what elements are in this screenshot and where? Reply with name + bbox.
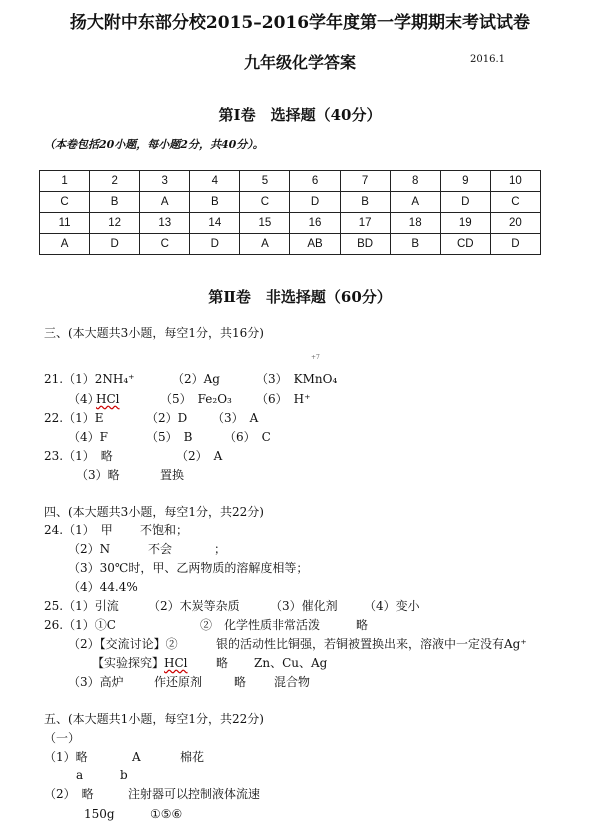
s5-line4-a: 150g [84, 807, 115, 821]
q23-line1-b: （2） A [176, 449, 223, 463]
s5-line3-b: 注射器可以控制液体流速 [128, 787, 261, 801]
question-number-cell: 10 [490, 171, 540, 192]
s5-line2-b: b [120, 768, 128, 782]
answer-cell: A [390, 192, 440, 213]
answer-cell: B [340, 192, 390, 213]
question-number-cell: 20 [490, 213, 540, 234]
question-number-cell: 8 [390, 171, 440, 192]
s5-line2-a: a [76, 768, 84, 782]
document-subtitle: 九年级化学答案 [243, 53, 356, 72]
question-number-cell: 18 [390, 213, 440, 234]
answer-cell: AB [290, 234, 340, 255]
q21-line2-a: （4） [68, 392, 100, 406]
q26-line2-b: 银的活动性比铜强，若铜被置换出来，溶液中一定没有Ag⁺ [216, 637, 527, 651]
answer-cell: C [40, 192, 90, 213]
q22-line2-a: （4）F [68, 430, 108, 444]
answer-cell: D [90, 234, 140, 255]
q23-line2-a: （3）略 [76, 468, 120, 482]
q26-line4-a: （3）高炉 [68, 675, 124, 689]
q21-line2-c: （5） Fe₂O₃ [160, 392, 232, 406]
answer-cell: C [240, 192, 290, 213]
q25-b: （2）木炭等杂质 [148, 599, 240, 613]
question-number-cell: 6 [290, 171, 340, 192]
q24-line3: （3）30℃时，甲、乙两物质的溶解度相等； [68, 561, 309, 575]
question-number-cell: 7 [340, 171, 390, 192]
document-date: 2016.1 [470, 54, 505, 65]
q26-line1-a: 26.（1）①C [44, 618, 116, 632]
q22-line1-a: 22.（1）E [44, 411, 104, 425]
question-number-cell: 19 [440, 213, 490, 234]
answer-cell: C [140, 234, 190, 255]
q22-line1-b: （2）D [146, 411, 188, 425]
q26-line4-c: 略 [234, 675, 247, 689]
part1-note: （本卷包括20小题，每小题2分，共40分）。 [44, 138, 264, 151]
q21-line1-a: 21.（1）2NH₄⁺ [44, 372, 135, 386]
s5-line1-b: A [132, 750, 141, 764]
q21-line2-hcl: HCl [96, 392, 120, 406]
q26-line3-a: 【实验探究】 [92, 656, 165, 670]
section4-heading: 四、(本大题共3小题，每空1分，共22分) [44, 505, 264, 519]
section5-heading: 五、(本大题共1小题，每空1分，共22分) [44, 712, 264, 726]
answer-cell: A [40, 234, 90, 255]
s5-line1-a: （1）略 [44, 750, 88, 764]
answer-cell: A [240, 234, 290, 255]
answer-row [40, 234, 541, 255]
q26-line4-d: 混合物 [274, 675, 311, 689]
answer-cell: B [90, 192, 140, 213]
q21-line2-d: （6） H⁺ [256, 392, 311, 406]
answer-cell: CD [440, 234, 490, 255]
q24-line4: （4）44.4% [68, 580, 138, 594]
answer-cell: D [290, 192, 340, 213]
part1-heading: 第Ⅰ卷 选择题（40分） [218, 106, 382, 124]
part2-heading: 第Ⅱ卷 非选择题（60分） [208, 288, 392, 306]
q24-line2-c: ； [214, 542, 227, 556]
q26-line2-a: （2）【交流讨论】② [68, 637, 178, 651]
question-number-cell: 9 [440, 171, 490, 192]
question-number-cell: 14 [190, 213, 240, 234]
q26-line3-hcl: HCl [164, 656, 188, 670]
s5-line4-b: ①⑤⑥ [150, 807, 183, 821]
question-number-cell: 11 [40, 213, 90, 234]
question-number-cell: 12 [90, 213, 140, 234]
q26-line3-d: Zn、Cu、Ag [254, 656, 328, 670]
answer-cell: BD [340, 234, 390, 255]
q24-line2-a: （2）N [68, 542, 111, 556]
question-number-cell: 5 [240, 171, 290, 192]
q26-line4-b: 作还原剂 [154, 675, 203, 689]
q26-line1-b: ② 化学性质非常活泼 [200, 618, 321, 632]
q23-line2-b: 置换 [160, 468, 185, 482]
q22-line1-c: （3） A [212, 411, 259, 425]
q26-line3-c: 略 [216, 656, 229, 670]
answer-cell: B [390, 234, 440, 255]
q26-line1-c: 略 [356, 618, 369, 632]
q23-line1-a: 23.（1） 略 [44, 449, 113, 463]
answer-cell: D [190, 234, 240, 255]
question-number-cell: 17 [340, 213, 390, 234]
question-number-cell: 2 [90, 171, 140, 192]
q25-c: （3）催化剂 [270, 599, 338, 613]
q21-line1-b: （2）Ag [172, 372, 220, 386]
document-title: 扬大附中东部分校2015–2016学年度第一学期期末考试试卷 [69, 13, 531, 33]
question-number-cell: 13 [140, 213, 190, 234]
question-number-row [40, 171, 541, 192]
q24-line2-b: 不会 [148, 542, 173, 556]
question-number-cell: 1 [40, 171, 90, 192]
answer-cell: B [190, 192, 240, 213]
q22-line2-b: （5） B [146, 430, 193, 444]
question-number-cell: 4 [190, 171, 240, 192]
question-number-cell: 15 [240, 213, 290, 234]
section3-heading: 三、(本大题共3小题，每空1分，共16分) [44, 326, 264, 340]
q25-a: 25.（1）引流 [44, 599, 119, 613]
answer-cell: C [490, 192, 540, 213]
q24-line1-b: 不饱和； [140, 523, 189, 537]
question-number-cell: 16 [290, 213, 340, 234]
answer-row [40, 192, 541, 213]
tiny-mark: +7 [311, 354, 320, 361]
s5-line3-a: （2） 略 [44, 787, 94, 801]
section5-sub: （一） [44, 731, 81, 745]
answer-cell: D [440, 192, 490, 213]
answer-cell: A [140, 192, 190, 213]
q25-d: （4）变小 [364, 599, 420, 613]
question-number-row [40, 213, 541, 234]
answer-cell: D [490, 234, 540, 255]
q24-line1-a: 24.（1） 甲 [44, 523, 113, 537]
question-number-cell: 3 [140, 171, 190, 192]
q22-line2-c: （6） C [224, 430, 271, 444]
q21-line1-c: （3） KMnO₄ [256, 372, 338, 386]
answer-table [39, 170, 541, 255]
s5-line1-c: 棉花 [180, 750, 205, 764]
